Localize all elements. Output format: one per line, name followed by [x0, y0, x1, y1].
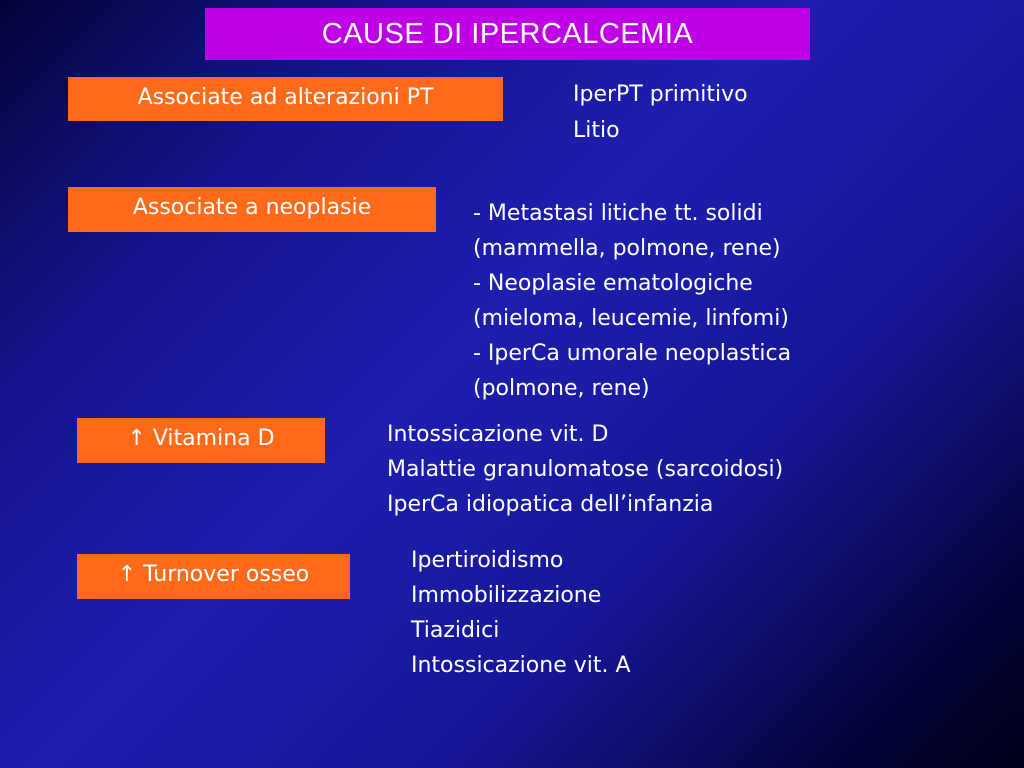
list-item: - Neoplasie ematologiche: [473, 271, 753, 296]
list-item: Immobilizzazione: [411, 583, 602, 608]
label-vitamina-d: ↑ Vitamina D: [77, 418, 325, 463]
list-item: Ipertiroidismo: [411, 548, 564, 573]
label-turnover-osseo: ↑ Turnover osseo: [77, 554, 350, 599]
list-item: (mammella, polmone, rene): [473, 236, 781, 261]
list-item: Litio: [573, 118, 620, 143]
list-item: - IperCa umorale neoplastica: [473, 341, 792, 366]
list-turnover-osseo: [411, 543, 631, 683]
list-item: (mieloma, leucemie, linfomi): [473, 306, 789, 331]
list-item: Intossicazione vit. D: [387, 422, 609, 447]
label-alterazioni-pt: Associate ad alterazioni PT: [68, 77, 503, 121]
list-item: Malattie granulomatose (sarcoidosi): [387, 457, 784, 482]
list-alterazioni-pt: [573, 77, 748, 149]
list-item: Tiazidici: [411, 618, 500, 643]
list-item: IperPT primitivo: [573, 82, 748, 107]
list-item: - Metastasi litiche tt. solidi: [473, 201, 763, 226]
label-neoplasie: Associate a neoplasie: [68, 187, 436, 232]
list-item: IperCa idiopatica dell’infanzia: [387, 492, 714, 517]
slide-title: CAUSE DI IPERCALCEMIA: [205, 8, 810, 60]
list-vitamina-d: [387, 417, 783, 522]
list-item: (polmone, rene): [473, 376, 650, 401]
list-item: Intossicazione vit. A: [411, 653, 631, 678]
list-neoplasie: [473, 196, 791, 406]
